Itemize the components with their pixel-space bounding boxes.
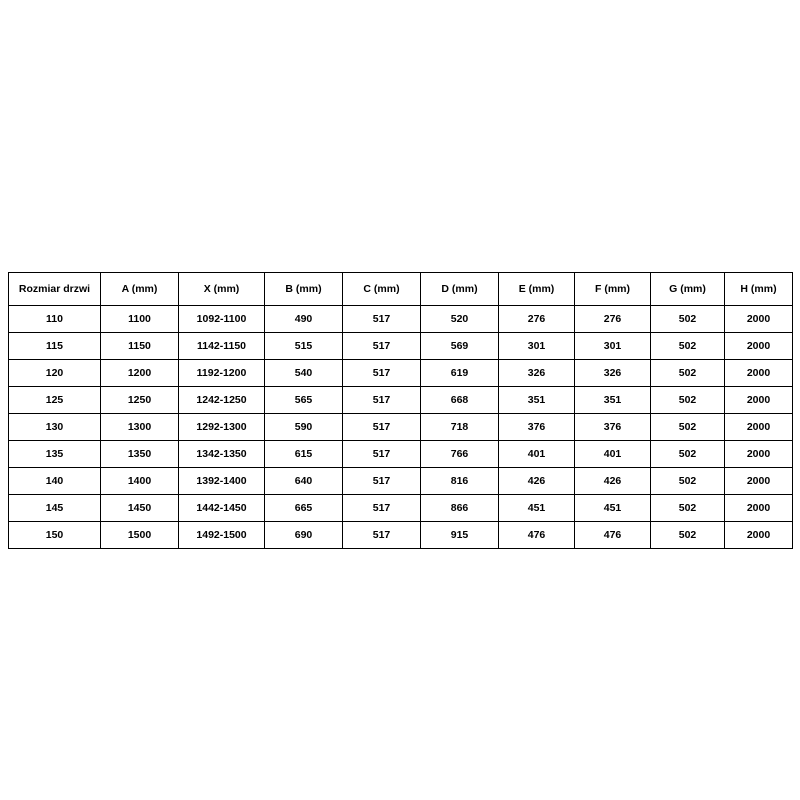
cell-door-size: 145 <box>9 495 101 522</box>
cell-a: 1350 <box>101 441 179 468</box>
column-header-f: F (mm) <box>575 273 651 306</box>
cell-x: 1492-1500 <box>179 522 265 549</box>
cell-g: 502 <box>651 414 725 441</box>
dimensions-table-container <box>8 272 792 549</box>
cell-a: 1150 <box>101 333 179 360</box>
cell-b: 515 <box>265 333 343 360</box>
cell-f: 451 <box>575 495 651 522</box>
cell-e: 376 <box>499 414 575 441</box>
cell-e: 401 <box>499 441 575 468</box>
cell-e: 426 <box>499 468 575 495</box>
cell-a: 1300 <box>101 414 179 441</box>
table-row <box>9 495 793 522</box>
cell-c: 517 <box>343 387 421 414</box>
cell-b: 640 <box>265 468 343 495</box>
cell-x: 1292-1300 <box>179 414 265 441</box>
cell-h: 2000 <box>725 414 793 441</box>
cell-b: 540 <box>265 360 343 387</box>
cell-x: 1242-1250 <box>179 387 265 414</box>
table-body <box>9 306 793 549</box>
table-row <box>9 441 793 468</box>
cell-a: 1250 <box>101 387 179 414</box>
cell-e: 351 <box>499 387 575 414</box>
column-header-b: B (mm) <box>265 273 343 306</box>
cell-b: 690 <box>265 522 343 549</box>
table-row <box>9 360 793 387</box>
column-header-c: C (mm) <box>343 273 421 306</box>
column-header-e: E (mm) <box>499 273 575 306</box>
cell-d: 668 <box>421 387 499 414</box>
cell-door-size: 135 <box>9 441 101 468</box>
cell-d: 569 <box>421 333 499 360</box>
cell-door-size: 115 <box>9 333 101 360</box>
cell-e: 301 <box>499 333 575 360</box>
cell-d: 816 <box>421 468 499 495</box>
cell-a: 1100 <box>101 306 179 333</box>
cell-d: 619 <box>421 360 499 387</box>
cell-a: 1200 <box>101 360 179 387</box>
cell-b: 565 <box>265 387 343 414</box>
cell-f: 301 <box>575 333 651 360</box>
column-header-door-size: Rozmiar drzwi <box>9 273 101 306</box>
cell-a: 1400 <box>101 468 179 495</box>
door-size-dimensions-table <box>8 272 793 549</box>
cell-e: 476 <box>499 522 575 549</box>
cell-door-size: 120 <box>9 360 101 387</box>
cell-door-size: 140 <box>9 468 101 495</box>
cell-door-size: 150 <box>9 522 101 549</box>
cell-x: 1392-1400 <box>179 468 265 495</box>
table-row <box>9 387 793 414</box>
cell-h: 2000 <box>725 441 793 468</box>
table-row <box>9 333 793 360</box>
cell-x: 1192-1200 <box>179 360 265 387</box>
cell-d: 866 <box>421 495 499 522</box>
cell-f: 276 <box>575 306 651 333</box>
column-header-x: X (mm) <box>179 273 265 306</box>
cell-c: 517 <box>343 306 421 333</box>
cell-g: 502 <box>651 306 725 333</box>
cell-h: 2000 <box>725 522 793 549</box>
cell-x: 1092-1100 <box>179 306 265 333</box>
cell-c: 517 <box>343 468 421 495</box>
cell-d: 718 <box>421 414 499 441</box>
cell-f: 476 <box>575 522 651 549</box>
cell-a: 1450 <box>101 495 179 522</box>
cell-g: 502 <box>651 387 725 414</box>
cell-h: 2000 <box>725 495 793 522</box>
cell-door-size: 130 <box>9 414 101 441</box>
cell-d: 520 <box>421 306 499 333</box>
table-row <box>9 414 793 441</box>
cell-h: 2000 <box>725 333 793 360</box>
cell-h: 2000 <box>725 360 793 387</box>
cell-x: 1442-1450 <box>179 495 265 522</box>
cell-g: 502 <box>651 360 725 387</box>
table-header-row <box>9 273 793 306</box>
table-row <box>9 306 793 333</box>
cell-g: 502 <box>651 522 725 549</box>
cell-e: 276 <box>499 306 575 333</box>
cell-door-size: 110 <box>9 306 101 333</box>
cell-c: 517 <box>343 441 421 468</box>
cell-h: 2000 <box>725 306 793 333</box>
cell-h: 2000 <box>725 468 793 495</box>
cell-c: 517 <box>343 495 421 522</box>
column-header-h: H (mm) <box>725 273 793 306</box>
table-row <box>9 522 793 549</box>
cell-x: 1142-1150 <box>179 333 265 360</box>
cell-c: 517 <box>343 414 421 441</box>
table-row <box>9 468 793 495</box>
cell-d: 915 <box>421 522 499 549</box>
cell-e: 326 <box>499 360 575 387</box>
cell-c: 517 <box>343 360 421 387</box>
cell-x: 1342-1350 <box>179 441 265 468</box>
cell-g: 502 <box>651 333 725 360</box>
cell-f: 376 <box>575 414 651 441</box>
cell-b: 665 <box>265 495 343 522</box>
cell-b: 490 <box>265 306 343 333</box>
table-header <box>9 273 793 306</box>
cell-door-size: 125 <box>9 387 101 414</box>
cell-f: 426 <box>575 468 651 495</box>
cell-b: 615 <box>265 441 343 468</box>
column-header-a: A (mm) <box>101 273 179 306</box>
cell-c: 517 <box>343 333 421 360</box>
cell-a: 1500 <box>101 522 179 549</box>
cell-e: 451 <box>499 495 575 522</box>
cell-g: 502 <box>651 468 725 495</box>
cell-c: 517 <box>343 522 421 549</box>
column-header-g: G (mm) <box>651 273 725 306</box>
cell-f: 401 <box>575 441 651 468</box>
cell-f: 351 <box>575 387 651 414</box>
column-header-d: D (mm) <box>421 273 499 306</box>
cell-h: 2000 <box>725 387 793 414</box>
cell-g: 502 <box>651 441 725 468</box>
cell-d: 766 <box>421 441 499 468</box>
cell-b: 590 <box>265 414 343 441</box>
cell-f: 326 <box>575 360 651 387</box>
cell-g: 502 <box>651 495 725 522</box>
